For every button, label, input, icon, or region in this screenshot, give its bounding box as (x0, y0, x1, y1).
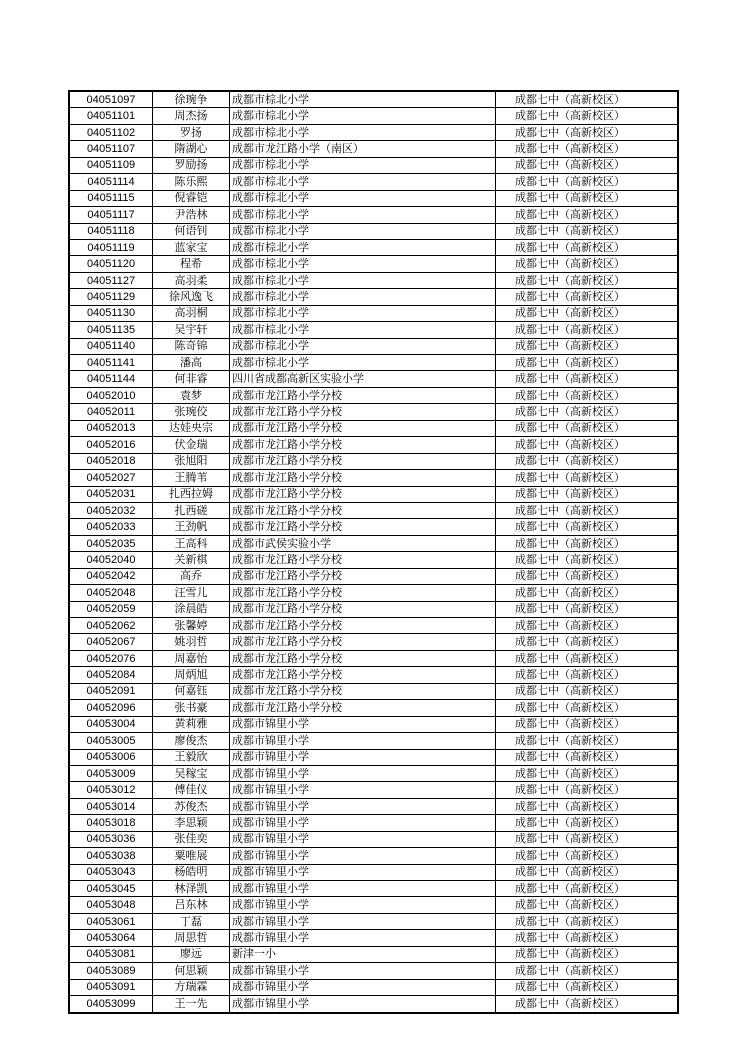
admitted-school-cell: 成都七中（高新校区） (496, 387, 679, 403)
student-id-cell: 04051114 (69, 174, 153, 190)
table-row (69, 108, 678, 124)
student-id-cell: 04051115 (69, 190, 153, 206)
primary-school-cell: 成都市棕北小学 (230, 108, 496, 124)
student-name-cell: 李思颖 (153, 815, 230, 831)
student-name-cell: 何语钊 (153, 223, 230, 239)
admitted-school-cell: 成都七中（高新校区） (496, 864, 679, 880)
primary-school-cell: 成都市龙江路小学分校 (230, 634, 496, 650)
primary-school-cell: 成都市龙江路小学分校 (230, 568, 496, 584)
table-row (69, 897, 678, 913)
table-row (69, 141, 678, 157)
admitted-school-cell: 成都七中（高新校区） (496, 913, 679, 929)
student-name-cell: 方瑞霖 (153, 979, 230, 995)
table-row (69, 700, 678, 716)
table-row (69, 305, 678, 321)
primary-school-cell: 成都市棕北小学 (230, 289, 496, 305)
student-id-cell: 04053038 (69, 848, 153, 864)
student-id-cell: 04052076 (69, 650, 153, 666)
admitted-school-cell: 成都七中（高新校区） (496, 108, 679, 124)
admitted-school-cell: 成都七中（高新校区） (496, 371, 679, 387)
table-row (69, 223, 678, 239)
admitted-school-cell: 成都七中（高新校区） (496, 453, 679, 469)
student-id-cell: 04052067 (69, 634, 153, 650)
primary-school-cell: 成都市锦里小学 (230, 864, 496, 880)
admitted-school-cell: 成都七中（高新校区） (496, 979, 679, 995)
student-name-cell: 张书豪 (153, 700, 230, 716)
student-id-cell: 04053004 (69, 716, 153, 732)
admitted-school-cell: 成都七中（高新校区） (496, 272, 679, 288)
table-row (69, 519, 678, 535)
student-name-cell: 徐琬争 (153, 91, 230, 108)
admitted-school-cell: 成都七中（高新校区） (496, 91, 679, 108)
student-name-cell: 傅佳仪 (153, 782, 230, 798)
primary-school-cell: 成都市棕北小学 (230, 355, 496, 371)
primary-school-cell: 成都市龙江路小学分校 (230, 667, 496, 683)
admitted-school-cell: 成都七中（高新校区） (496, 305, 679, 321)
admitted-school-cell: 成都七中（高新校区） (496, 618, 679, 634)
primary-school-cell: 新津一小 (230, 946, 496, 962)
student-name-cell: 廖远 (153, 946, 230, 962)
table-row (69, 239, 678, 255)
student-id-cell: 04053009 (69, 765, 153, 781)
table-row (69, 749, 678, 765)
table-row (69, 486, 678, 502)
primary-school-cell: 成都市龙江路小学分校 (230, 420, 496, 436)
student-name-cell: 隋湖心 (153, 141, 230, 157)
admitted-school-cell: 成都七中（高新校区） (496, 683, 679, 699)
student-id-cell: 04051118 (69, 223, 153, 239)
admitted-school-cell: 成都七中（高新校区） (496, 946, 679, 962)
student-name-cell: 伏金瑞 (153, 437, 230, 453)
admission-table (68, 90, 679, 1014)
admitted-school-cell: 成都七中（高新校区） (496, 338, 679, 354)
student-name-cell: 张馨婷 (153, 618, 230, 634)
student-id-cell: 04053012 (69, 782, 153, 798)
student-name-cell: 蓝家宝 (153, 239, 230, 255)
student-name-cell: 苏俊杰 (153, 798, 230, 814)
primary-school-cell: 成都市锦里小学 (230, 815, 496, 831)
student-name-cell: 吕东林 (153, 897, 230, 913)
student-id-cell: 04052016 (69, 437, 153, 453)
student-name-cell: 关新棋 (153, 552, 230, 568)
student-id-cell: 04053036 (69, 831, 153, 847)
admitted-school-cell: 成都七中（高新校区） (496, 930, 679, 946)
student-id-cell: 04051109 (69, 157, 153, 173)
primary-school-cell: 成都市锦里小学 (230, 749, 496, 765)
table-row (69, 765, 678, 781)
table-row (69, 91, 678, 108)
primary-school-cell: 成都市锦里小学 (230, 765, 496, 781)
primary-school-cell: 成都市龙江路小学分校 (230, 519, 496, 535)
student-id-cell: 04052032 (69, 502, 153, 518)
table-row (69, 601, 678, 617)
admitted-school-cell: 成都七中（高新校区） (496, 141, 679, 157)
primary-school-cell: 成都市棕北小学 (230, 174, 496, 190)
table-row (69, 535, 678, 551)
admitted-school-cell: 成都七中（高新校区） (496, 239, 679, 255)
student-name-cell: 王腾苇 (153, 470, 230, 486)
student-name-cell: 吴宇轩 (153, 322, 230, 338)
table-row (69, 470, 678, 486)
admitted-school-cell: 成都七中（高新校区） (496, 585, 679, 601)
student-name-cell: 周炳旭 (153, 667, 230, 683)
primary-school-cell: 成都市锦里小学 (230, 996, 496, 1013)
student-name-cell: 周杰扬 (153, 108, 230, 124)
primary-school-cell: 成都市锦里小学 (230, 831, 496, 847)
table-row (69, 453, 678, 469)
student-name-cell: 尹浩林 (153, 207, 230, 223)
student-name-cell: 王劲帆 (153, 519, 230, 535)
admitted-school-cell: 成都七中（高新校区） (496, 782, 679, 798)
primary-school-cell: 成都市棕北小学 (230, 223, 496, 239)
table-row (69, 338, 678, 354)
admitted-school-cell: 成都七中（高新校区） (496, 207, 679, 223)
student-name-cell: 粟唯展 (153, 848, 230, 864)
student-name-cell: 扎西拉姆 (153, 486, 230, 502)
primary-school-cell: 成都市龙江路小学分校 (230, 437, 496, 453)
primary-school-cell: 成都市龙江路小学分校 (230, 453, 496, 469)
admitted-school-cell: 成都七中（高新校区） (496, 996, 679, 1013)
admitted-school-cell: 成都七中（高新校区） (496, 831, 679, 847)
student-id-cell: 04051129 (69, 289, 153, 305)
student-id-cell: 04051140 (69, 338, 153, 354)
admitted-school-cell: 成都七中（高新校区） (496, 897, 679, 913)
student-id-cell: 04052035 (69, 535, 153, 551)
primary-school-cell: 成都市棕北小学 (230, 338, 496, 354)
admitted-school-cell: 成都七中（高新校区） (496, 716, 679, 732)
student-name-cell: 陈奇锦 (153, 338, 230, 354)
student-name-cell: 廖俊杰 (153, 733, 230, 749)
student-name-cell: 高羽桐 (153, 305, 230, 321)
student-name-cell: 罗励扬 (153, 157, 230, 173)
student-id-cell: 04051127 (69, 272, 153, 288)
student-id-cell: 04052031 (69, 486, 153, 502)
student-name-cell: 何非睿 (153, 371, 230, 387)
table-row (69, 946, 678, 962)
table-row (69, 815, 678, 831)
student-id-cell: 04051117 (69, 207, 153, 223)
student-name-cell: 姚羽哲 (153, 634, 230, 650)
student-id-cell: 04052011 (69, 404, 153, 420)
student-id-cell: 04052059 (69, 601, 153, 617)
student-id-cell: 04051135 (69, 322, 153, 338)
primary-school-cell: 成都市龙江路小学分校 (230, 618, 496, 634)
student-name-cell: 何思颖 (153, 963, 230, 979)
admitted-school-cell: 成都七中（高新校区） (496, 848, 679, 864)
table-row (69, 881, 678, 897)
student-id-cell: 04053014 (69, 798, 153, 814)
table-row (69, 502, 678, 518)
student-id-cell: 04051097 (69, 91, 153, 108)
primary-school-cell: 成都市龙江路小学分校 (230, 552, 496, 568)
admitted-school-cell: 成都七中（高新校区） (496, 881, 679, 897)
student-id-cell: 04052048 (69, 585, 153, 601)
student-id-cell: 04052013 (69, 420, 153, 436)
student-id-cell: 04052040 (69, 552, 153, 568)
student-id-cell: 04052010 (69, 387, 153, 403)
admitted-school-cell: 成都七中（高新校区） (496, 256, 679, 272)
primary-school-cell: 成都市龙江路小学分校 (230, 486, 496, 502)
student-id-cell: 04053061 (69, 913, 153, 929)
primary-school-cell: 成都市棕北小学 (230, 124, 496, 140)
admitted-school-cell: 成都七中（高新校区） (496, 190, 679, 206)
table-row (69, 124, 678, 140)
student-name-cell: 高乔 (153, 568, 230, 584)
primary-school-cell: 成都市棕北小学 (230, 322, 496, 338)
student-name-cell: 王毅欣 (153, 749, 230, 765)
student-id-cell: 04051144 (69, 371, 153, 387)
table-row (69, 157, 678, 173)
student-id-cell: 04053091 (69, 979, 153, 995)
student-name-cell: 扎西磋 (153, 502, 230, 518)
student-id-cell: 04051102 (69, 124, 153, 140)
table-row (69, 585, 678, 601)
admitted-school-cell: 成都七中（高新校区） (496, 765, 679, 781)
primary-school-cell: 成都市龙江路小学分校 (230, 470, 496, 486)
student-name-cell: 涂晨皓 (153, 601, 230, 617)
admitted-school-cell: 成都七中（高新校区） (496, 798, 679, 814)
primary-school-cell: 成都市棕北小学 (230, 305, 496, 321)
admitted-school-cell: 成都七中（高新校区） (496, 404, 679, 420)
student-id-cell: 04051120 (69, 256, 153, 272)
table-row (69, 716, 678, 732)
admitted-school-cell: 成都七中（高新校区） (496, 568, 679, 584)
student-name-cell: 程希 (153, 256, 230, 272)
student-name-cell: 袁梦 (153, 387, 230, 403)
student-name-cell: 陈乐熙 (153, 174, 230, 190)
student-id-cell: 04051119 (69, 239, 153, 255)
student-id-cell: 04052062 (69, 618, 153, 634)
table-row (69, 864, 678, 880)
table-row (69, 979, 678, 995)
student-id-cell: 04051107 (69, 141, 153, 157)
student-name-cell: 周思哲 (153, 930, 230, 946)
table-row (69, 733, 678, 749)
student-id-cell: 04052027 (69, 470, 153, 486)
student-name-cell: 张佳奕 (153, 831, 230, 847)
admitted-school-cell: 成都七中（高新校区） (496, 963, 679, 979)
admitted-school-cell: 成都七中（高新校区） (496, 815, 679, 831)
primary-school-cell: 四川省成都高新区实验小学 (230, 371, 496, 387)
primary-school-cell: 成都市锦里小学 (230, 716, 496, 732)
student-name-cell: 罗扬 (153, 124, 230, 140)
primary-school-cell: 成都市棕北小学 (230, 91, 496, 108)
admitted-school-cell: 成都七中（高新校区） (496, 157, 679, 173)
primary-school-cell: 成都市锦里小学 (230, 979, 496, 995)
admitted-school-cell: 成都七中（高新校区） (496, 733, 679, 749)
student-id-cell: 04053005 (69, 733, 153, 749)
student-id-cell: 04053006 (69, 749, 153, 765)
student-name-cell: 何嘉钰 (153, 683, 230, 699)
student-name-cell: 黄莉雅 (153, 716, 230, 732)
admitted-school-cell: 成都七中（高新校区） (496, 124, 679, 140)
admitted-school-cell: 成都七中（高新校区） (496, 223, 679, 239)
student-id-cell: 04052084 (69, 667, 153, 683)
table-row (69, 437, 678, 453)
admitted-school-cell: 成都七中（高新校区） (496, 601, 679, 617)
primary-school-cell: 成都市锦里小学 (230, 782, 496, 798)
admitted-school-cell: 成都七中（高新校区） (496, 502, 679, 518)
student-name-cell: 徐风逸飞 (153, 289, 230, 305)
admitted-school-cell: 成都七中（高新校区） (496, 535, 679, 551)
primary-school-cell: 成都市龙江路小学分校 (230, 601, 496, 617)
admitted-school-cell: 成都七中（高新校区） (496, 420, 679, 436)
table-row (69, 996, 678, 1013)
table-row (69, 930, 678, 946)
primary-school-cell: 成都市棕北小学 (230, 190, 496, 206)
admitted-school-cell: 成都七中（高新校区） (496, 486, 679, 502)
student-name-cell: 潘高 (153, 355, 230, 371)
primary-school-cell: 成都市锦里小学 (230, 798, 496, 814)
primary-school-cell: 成都市龙江路小学分校 (230, 502, 496, 518)
primary-school-cell: 成都市龙江路小学分校 (230, 585, 496, 601)
primary-school-cell: 成都市棕北小学 (230, 207, 496, 223)
primary-school-cell: 成都市锦里小学 (230, 881, 496, 897)
student-id-cell: 04052018 (69, 453, 153, 469)
table-row (69, 650, 678, 666)
table-row (69, 913, 678, 929)
student-name-cell: 倪睿铠 (153, 190, 230, 206)
primary-school-cell: 成都市龙江路小学分校 (230, 650, 496, 666)
table-row (69, 798, 678, 814)
table-row (69, 190, 678, 206)
primary-school-cell: 成都市龙江路小学分校 (230, 683, 496, 699)
primary-school-cell: 成都市棕北小学 (230, 256, 496, 272)
table-row (69, 568, 678, 584)
student-id-cell: 04052033 (69, 519, 153, 535)
primary-school-cell: 成都市锦里小学 (230, 733, 496, 749)
student-id-cell: 04053045 (69, 881, 153, 897)
student-name-cell: 吴稼宝 (153, 765, 230, 781)
table-row (69, 683, 678, 699)
admitted-school-cell: 成都七中（高新校区） (496, 355, 679, 371)
student-id-cell: 04051130 (69, 305, 153, 321)
table-row (69, 207, 678, 223)
table-row (69, 387, 678, 403)
admitted-school-cell: 成都七中（高新校区） (496, 634, 679, 650)
admitted-school-cell: 成都七中（高新校区） (496, 289, 679, 305)
table-row (69, 174, 678, 190)
student-id-cell: 04051101 (69, 108, 153, 124)
student-name-cell: 汪雪儿 (153, 585, 230, 601)
student-id-cell: 04052096 (69, 700, 153, 716)
student-id-cell: 04053081 (69, 946, 153, 962)
admission-table-body (69, 91, 678, 1013)
admitted-school-cell: 成都七中（高新校区） (496, 174, 679, 190)
primary-school-cell: 成都市武侯实验小学 (230, 535, 496, 551)
admitted-school-cell: 成都七中（高新校区） (496, 700, 679, 716)
primary-school-cell: 成都市锦里小学 (230, 930, 496, 946)
table-row (69, 552, 678, 568)
table-row (69, 963, 678, 979)
student-name-cell: 林泽凯 (153, 881, 230, 897)
student-name-cell: 丁磊 (153, 913, 230, 929)
student-id-cell: 04053089 (69, 963, 153, 979)
student-name-cell: 张旭阳 (153, 453, 230, 469)
table-row (69, 634, 678, 650)
table-row (69, 355, 678, 371)
student-id-cell: 04052091 (69, 683, 153, 699)
student-id-cell: 04053018 (69, 815, 153, 831)
table-row (69, 782, 678, 798)
table-row (69, 420, 678, 436)
table-row (69, 404, 678, 420)
student-id-cell: 04053099 (69, 996, 153, 1013)
primary-school-cell: 成都市锦里小学 (230, 897, 496, 913)
student-id-cell: 04053064 (69, 930, 153, 946)
primary-school-cell: 成都市锦里小学 (230, 963, 496, 979)
table-row (69, 256, 678, 272)
primary-school-cell: 成都市龙江路小学（南区） (230, 141, 496, 157)
table-row (69, 667, 678, 683)
table-row (69, 289, 678, 305)
student-name-cell: 周嘉怡 (153, 650, 230, 666)
primary-school-cell: 成都市龙江路小学分校 (230, 404, 496, 420)
admitted-school-cell: 成都七中（高新校区） (496, 667, 679, 683)
student-id-cell: 04051141 (69, 355, 153, 371)
primary-school-cell: 成都市棕北小学 (230, 272, 496, 288)
student-name-cell: 王高科 (153, 535, 230, 551)
primary-school-cell: 成都市锦里小学 (230, 913, 496, 929)
student-name-cell: 张琬佼 (153, 404, 230, 420)
primary-school-cell: 成都市棕北小学 (230, 239, 496, 255)
admitted-school-cell: 成都七中（高新校区） (496, 519, 679, 535)
primary-school-cell: 成都市龙江路小学分校 (230, 387, 496, 403)
table-row (69, 831, 678, 847)
primary-school-cell: 成都市棕北小学 (230, 157, 496, 173)
admitted-school-cell: 成都七中（高新校区） (496, 322, 679, 338)
table-row (69, 322, 678, 338)
admitted-school-cell: 成都七中（高新校区） (496, 470, 679, 486)
table-row (69, 618, 678, 634)
admitted-school-cell: 成都七中（高新校区） (496, 749, 679, 765)
student-name-cell: 高羽柔 (153, 272, 230, 288)
primary-school-cell: 成都市锦里小学 (230, 848, 496, 864)
table-row (69, 272, 678, 288)
admitted-school-cell: 成都七中（高新校区） (496, 437, 679, 453)
student-id-cell: 04053048 (69, 897, 153, 913)
admitted-school-cell: 成都七中（高新校区） (496, 650, 679, 666)
student-name-cell: 达娃央宗 (153, 420, 230, 436)
table-row (69, 848, 678, 864)
student-name-cell: 王一先 (153, 996, 230, 1013)
student-id-cell: 04052042 (69, 568, 153, 584)
student-id-cell: 04053043 (69, 864, 153, 880)
student-name-cell: 杨皓明 (153, 864, 230, 880)
admitted-school-cell: 成都七中（高新校区） (496, 552, 679, 568)
primary-school-cell: 成都市龙江路小学分校 (230, 700, 496, 716)
table-row (69, 371, 678, 387)
